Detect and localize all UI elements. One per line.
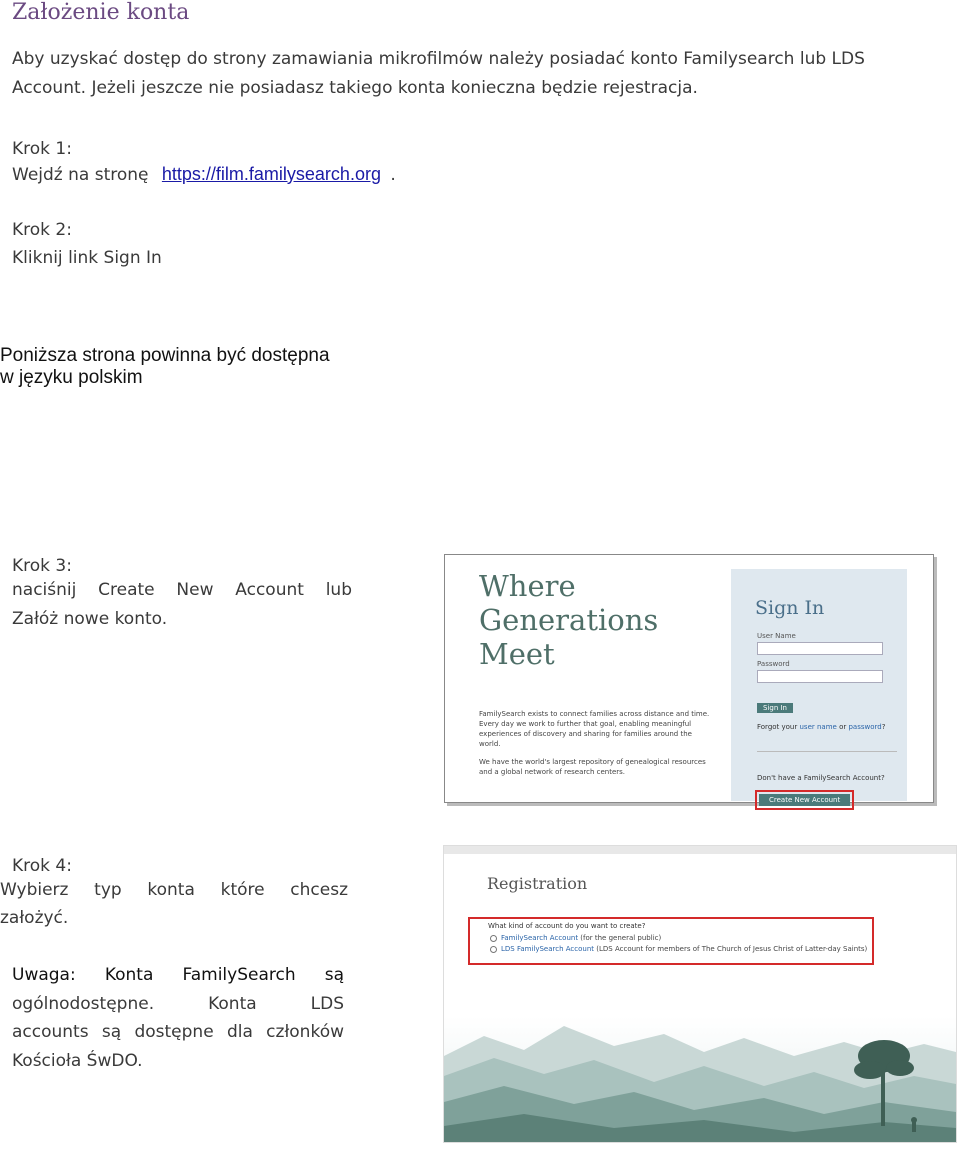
radio-icon[interactable] <box>490 935 497 942</box>
create-account-highlight <box>755 790 854 810</box>
step1-period: . <box>390 165 396 185</box>
forgot-suffix: ? <box>881 723 886 731</box>
step1-text: Wejdź na stronę <box>12 165 149 185</box>
step3-line-1: naciśnij Create New Account lub <box>12 580 352 600</box>
option1-desc: (for the general public) <box>580 934 662 942</box>
option1-name: FamilySearch Account <box>501 934 579 942</box>
forgot-credentials <box>757 723 885 731</box>
create-new-account-button[interactable]: Create New Account <box>759 794 850 806</box>
step1-line <box>12 160 396 189</box>
step2-text: Kliknij link Sign In <box>12 248 162 268</box>
username-label: User Name <box>757 632 796 640</box>
step1-label: Krok 1: <box>12 139 72 159</box>
password-input[interactable] <box>757 670 883 683</box>
hero-blurb <box>479 709 713 785</box>
account-type-question: What kind of account do you want to create? <box>488 922 646 930</box>
no-account-text: Don't have a FamilySearch Account? <box>757 774 885 782</box>
divider <box>757 751 897 752</box>
signin-panel <box>731 569 907 804</box>
username-input[interactable] <box>757 642 883 655</box>
step3-line-2: Załóż nowe konto. <box>12 609 168 629</box>
blurb-paragraph-1: FamilySearch exists to connect families across distance and time. Every day we work to further that goal, enabling meaningful experiences of discovery and sharing for families around the world. <box>479 710 710 748</box>
option-familysearch[interactable] <box>490 934 661 942</box>
step2-label: Krok 2: <box>12 220 72 240</box>
browser-bar <box>444 846 956 854</box>
step3-label: Krok 3: <box>12 556 72 576</box>
familysearch-link[interactable]: https://film.familysearch.org <box>161 164 381 184</box>
note-line-1: Uwaga: Konta FamilySearch są <box>12 965 344 985</box>
intro-line-2: Account. Jeżeli jeszcze nie posiadasz takiego konta konieczna będzie rejestracja. <box>12 78 698 98</box>
signin-screenshot <box>444 554 934 803</box>
option2-desc: (LDS Account for members of The Church of Jesus Christ of Latter-day Saints) <box>596 945 868 953</box>
registration-screenshot <box>443 845 957 1143</box>
radio-icon[interactable] <box>490 946 497 953</box>
polish-note-line-1: Poniższa strona powinna być dostępna <box>0 345 330 366</box>
option2-name: LDS FamilySearch Account <box>501 945 595 953</box>
mountain-landscape-illustration <box>444 1016 956 1142</box>
option-lds[interactable] <box>490 945 867 953</box>
signin-button[interactable]: Sign In <box>757 703 793 713</box>
hero-heading: Where Generations Meet <box>479 569 659 671</box>
step4-line-2: założyć. <box>0 908 69 928</box>
polish-note-line-2: w języku polskim <box>0 367 143 388</box>
intro-line-1: Aby uzyskać dostęp do strony zamawiania mikrofilmów należy posiadać konto Familysearch lub LDS <box>12 49 865 69</box>
registration-heading: Registration <box>487 874 588 893</box>
step4-label: Krok 4: <box>12 856 72 876</box>
forgot-or: or <box>839 723 847 731</box>
note-line-4: Kościoła ŚwDO. <box>12 1051 143 1071</box>
note-line-3: accounts są dostępne dla członków <box>12 1022 344 1042</box>
forgot-password-link[interactable]: password <box>848 723 882 731</box>
password-label: Password <box>757 660 790 668</box>
page-title: Założenie konta <box>12 0 190 25</box>
forgot-username-link[interactable]: user name <box>799 723 837 731</box>
forgot-prefix: Forgot your <box>757 723 798 731</box>
step4-line-1: Wybierz typ konta które chcesz <box>0 880 348 900</box>
note-line-2: ogólnodostępne. Konta LDS <box>12 994 344 1014</box>
blurb-paragraph-2: We have the world's largest repository of genealogical resources and a global network of research centers. <box>479 758 706 776</box>
signin-heading: Sign In <box>755 597 825 619</box>
